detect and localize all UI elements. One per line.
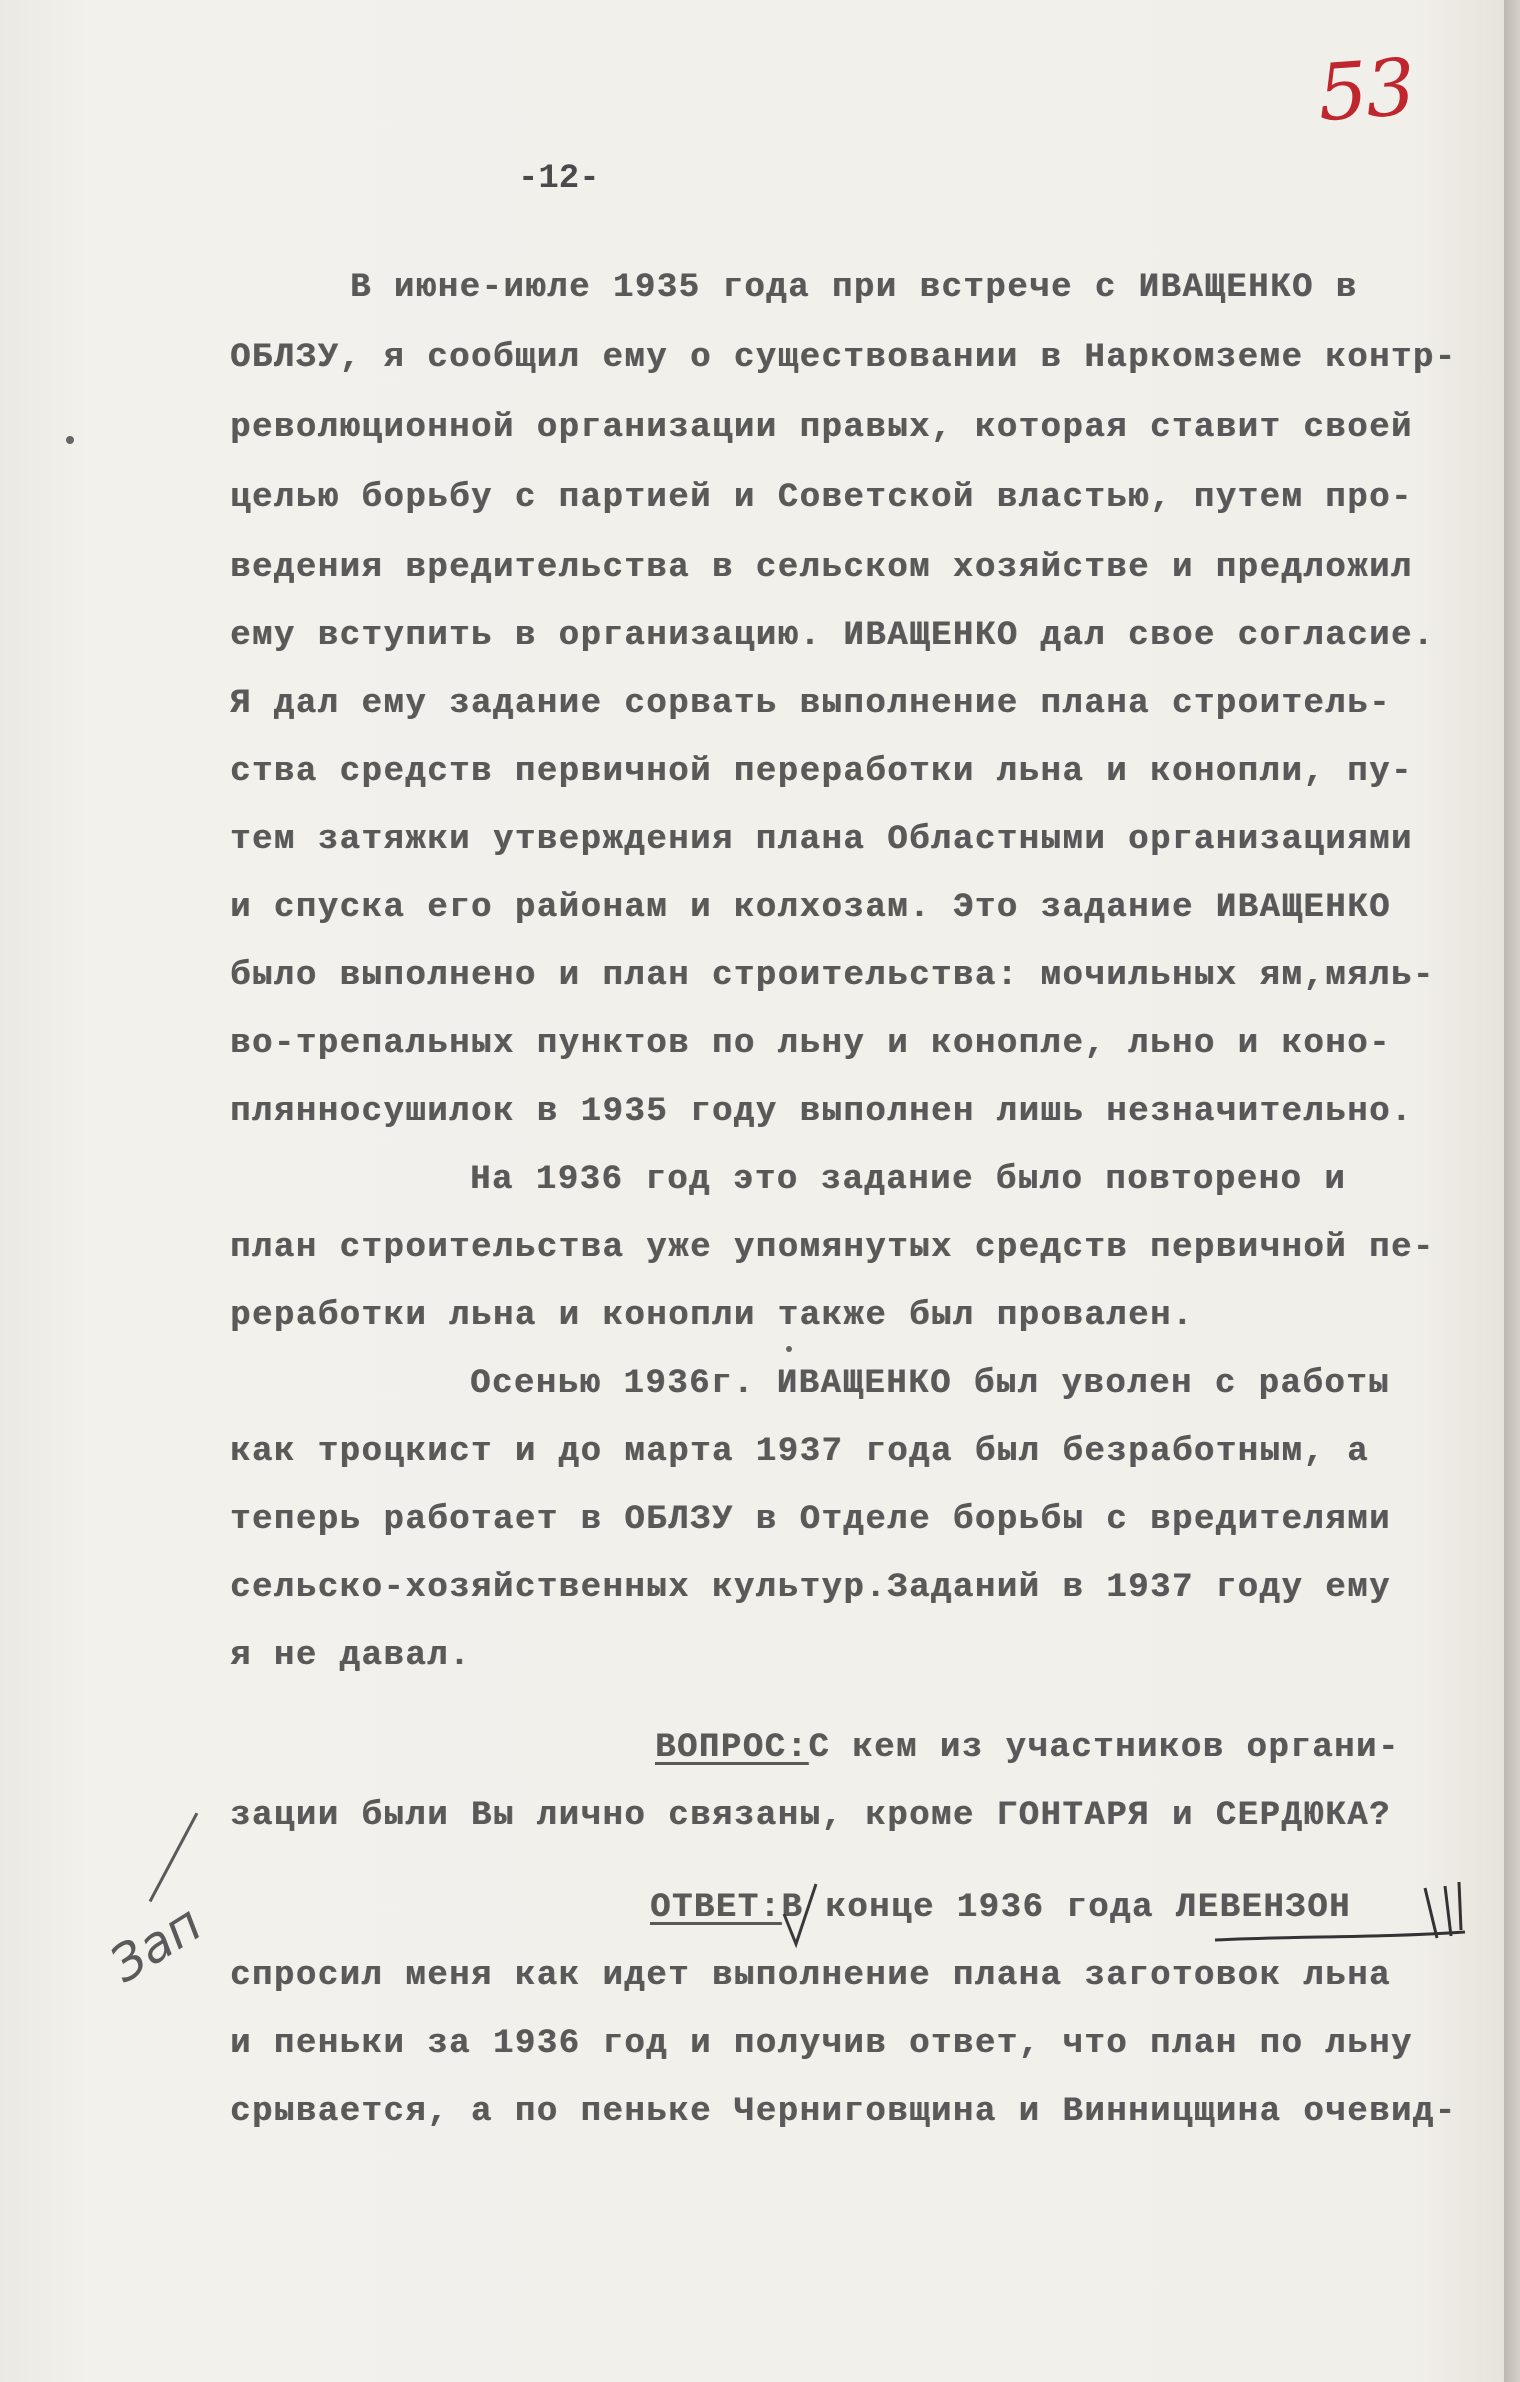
text-line: во-трепальных пунктов по льну и конопле, льно и коно- — [230, 1025, 1391, 1063]
answer-line: и пеньки за 1936 год и получив ответ, что план по льну — [230, 2025, 1413, 2063]
answer-line: срывается, а по пеньке Черниговщина и Винницщина очевид- — [230, 2093, 1457, 2131]
text-line: революционной организации правых, которая ставит своей — [230, 409, 1413, 447]
text-line: теперь работает в ОБЛЗУ в Отделе борьбы с вредителями — [230, 1501, 1391, 1539]
answer-line: спросил меня как идет выполнение плана заготовок льна — [230, 1957, 1391, 1995]
paper-blemish — [786, 1346, 792, 1352]
text-line: и спуска его районам и колхозам. Это задание ИВАЩЕНКО — [230, 889, 1391, 927]
text-line: тем затяжки утверждения плана Областными организациями — [230, 821, 1413, 859]
paper-blemish — [66, 436, 74, 444]
text-line: реработки льна и конопли также был провален. — [230, 1297, 1194, 1335]
text-line: сельско-хозяйственных культур.Заданий в 1937 году ему — [230, 1569, 1391, 1607]
answer-text: В конце 1936 года ЛЕВЕНЗОН — [781, 1889, 1351, 1927]
text-line: было выполнено и план строительства: мочильных ям,мяль- — [230, 957, 1435, 995]
text-line: В июне-июле 1935 года при встрече с ИВАЩЕНКО в — [350, 269, 1358, 307]
answer-label: ОТВЕТ: — [650, 1889, 782, 1927]
question-line — [655, 1718, 1400, 1778]
text-line: целью борьбу с партией и Советской властью, путем про- — [230, 479, 1413, 517]
archive-page-number: 53 — [1314, 42, 1417, 140]
text-line: я не давал. — [230, 1637, 471, 1675]
text-line: ведения вредительства в сельском хозяйстве и предложил — [230, 549, 1413, 587]
question-text: С кем из участников органи- — [808, 1729, 1400, 1767]
text-line: ему вступить в организацию. ИВАЩЕНКО дал свое согласие. — [230, 617, 1435, 655]
text-line: план строительства уже упомянутых средств первичной пе- — [230, 1229, 1435, 1267]
page-edge — [1504, 0, 1520, 2382]
text-line: плянносушилок в 1935 году выполнен лишь незначительно. — [230, 1093, 1413, 1131]
question-label: ВОПРОС: — [655, 1729, 809, 1767]
question-line: зации были Вы лично связаны, кроме ГОНТАРЯ и СЕРДЮКА? — [230, 1797, 1391, 1835]
check-mark-icon — [780, 1880, 820, 1950]
margin-handwritten-note: Зап — [99, 1894, 212, 1994]
text-line: как троцкист и до марта 1937 года был безработным, а — [230, 1433, 1369, 1471]
text-line: ОБЛЗУ, я сообщил ему о существовании в Наркомземе контр- — [230, 339, 1457, 377]
text-line: На 1936 год это задание было повторено и — [470, 1161, 1347, 1199]
text-line: Я дал ему задание сорвать выполнение плана строитель- — [230, 685, 1391, 723]
page-number: -12- — [518, 160, 600, 198]
text-line: Осенью 1936г. ИВАЩЕНКО был уволен с работы — [470, 1365, 1390, 1403]
text-line: ства средств первичной переработки льна и конопли, пу- — [230, 753, 1413, 791]
handwritten-underline-icon — [1215, 1878, 1475, 1958]
